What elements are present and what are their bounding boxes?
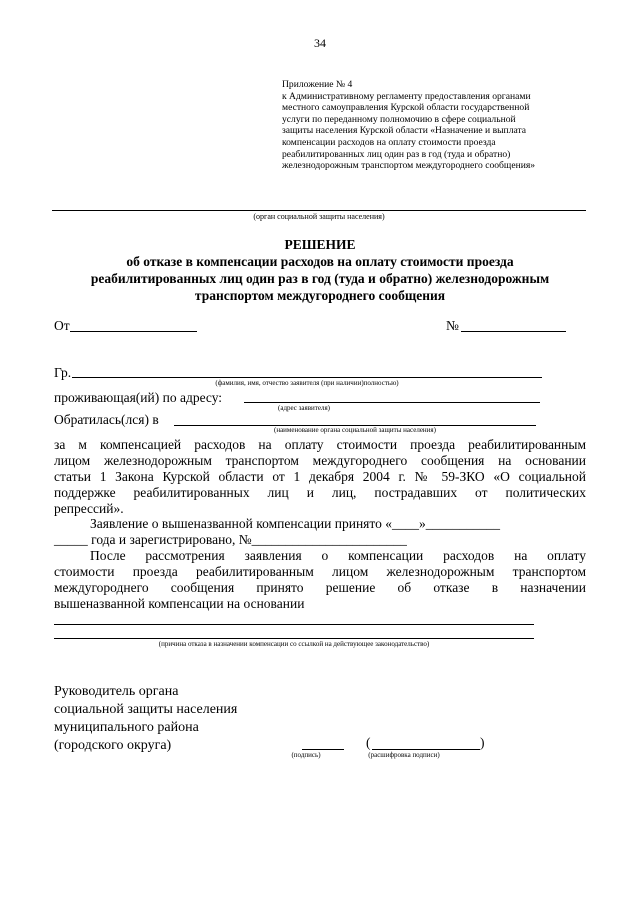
number-field[interactable] bbox=[461, 331, 566, 332]
signature-caption: (подпись) bbox=[291, 751, 321, 759]
appendix-line: к Административному регламенту предоставления органами bbox=[282, 90, 531, 102]
body-line: лицом железнодорожным транспортом междугороднего сообщения на основании bbox=[54, 453, 586, 468]
organ-line bbox=[52, 210, 586, 211]
appendix-block bbox=[282, 79, 535, 172]
signatory-line: муниципального района bbox=[54, 720, 199, 735]
from-date-field[interactable] bbox=[70, 331, 197, 332]
signature-decode-field[interactable] bbox=[372, 749, 480, 750]
appendix-line: компенсации расходов на оплату стоимости проезда bbox=[282, 136, 496, 148]
registration-line: _____ года и зарегистрировано, №_______________________ bbox=[54, 532, 407, 547]
body-line: статьи 1 Закона Курской области от 1 декабря 2004 г. № 59-ЗКО «О социальной bbox=[54, 469, 586, 484]
signatory-line: Руководитель органа bbox=[54, 684, 179, 699]
signature-decode-open: ( bbox=[366, 735, 371, 750]
appendix-line: реабилитированных лиц один раз в год (туда и обратно) bbox=[282, 148, 511, 160]
appendix-line: услуги по переданному полномочию в сфере социальной bbox=[282, 113, 516, 125]
reason-caption: (причина отказа в назначении компенсации со ссылкой на действующее законодательство) bbox=[158, 640, 430, 648]
address-field[interactable] bbox=[244, 402, 540, 403]
from-label: От bbox=[54, 318, 70, 333]
citizen-name-field[interactable] bbox=[72, 377, 542, 378]
body-line: за м компенсацией расходов на оплату стоимости проезда реабилитированным bbox=[54, 437, 586, 452]
address-label: проживающая(ий) по адресу: bbox=[54, 390, 223, 405]
appendix-line: защиты населения Курской области «Назначение и выплата bbox=[282, 125, 527, 137]
applied-label: Обратилась(лся) в bbox=[54, 412, 159, 427]
organ-caption: (орган социальной защиты населения) bbox=[253, 212, 385, 221]
title-line: реабилитированных лиц один раз в год (туда и обратно) железнодорожным bbox=[90, 271, 550, 286]
applied-caption: (наименование органа социальной защиты населения) bbox=[274, 426, 436, 434]
body-line: репрессий». bbox=[54, 501, 124, 516]
reason-field[interactable] bbox=[54, 638, 534, 639]
citizen-label: Гр. bbox=[54, 365, 72, 380]
appendix-line: местного самоуправления Курской области государственной bbox=[282, 102, 530, 114]
citizen-caption: (фамилия, имя, отчество заявителя (при наличии)полностью) bbox=[215, 379, 399, 387]
title-line: об отказе в компенсации расходов на оплату стоимости проезда bbox=[126, 254, 514, 269]
body-line: После рассмотрения заявления о компенсации расходов на оплату bbox=[90, 548, 586, 563]
appendix-line: Приложение № 4 bbox=[282, 79, 353, 90]
signature-decode-close: ) bbox=[480, 735, 485, 750]
signature-field[interactable] bbox=[302, 749, 344, 750]
address-caption: (адрес заявителя) bbox=[278, 404, 330, 412]
body-line: вышеназванной компенсации на основании bbox=[54, 596, 305, 611]
title-line: транспортом междугороднего сообщения bbox=[194, 288, 446, 303]
signatory-line: (городского округа) bbox=[54, 738, 172, 753]
body-line: междугороднего сообщения принято решение об отказе в назначении bbox=[54, 580, 586, 595]
signatory-line: социальной защиты населения bbox=[54, 702, 238, 717]
signature-decode-caption: (расшифровка подписи) bbox=[368, 751, 440, 759]
application-accepted-line: Заявление о вышеназванной компенсации принято «____»___________ bbox=[90, 516, 500, 531]
document-title: РЕШЕНИЕ bbox=[284, 237, 356, 252]
reason-field[interactable] bbox=[54, 624, 534, 625]
page-number: 34 bbox=[314, 36, 326, 50]
appendix-line: железнодорожным транспортом междугороднего сообщения» bbox=[282, 160, 536, 172]
body-line: стоимости проезда реабилитированным лицом железнодорожным транспортом bbox=[54, 564, 586, 579]
body-line: поддержке реабилитированных лиц и лиц, пострадавших от политических bbox=[54, 485, 586, 500]
number-label: № bbox=[446, 318, 459, 333]
